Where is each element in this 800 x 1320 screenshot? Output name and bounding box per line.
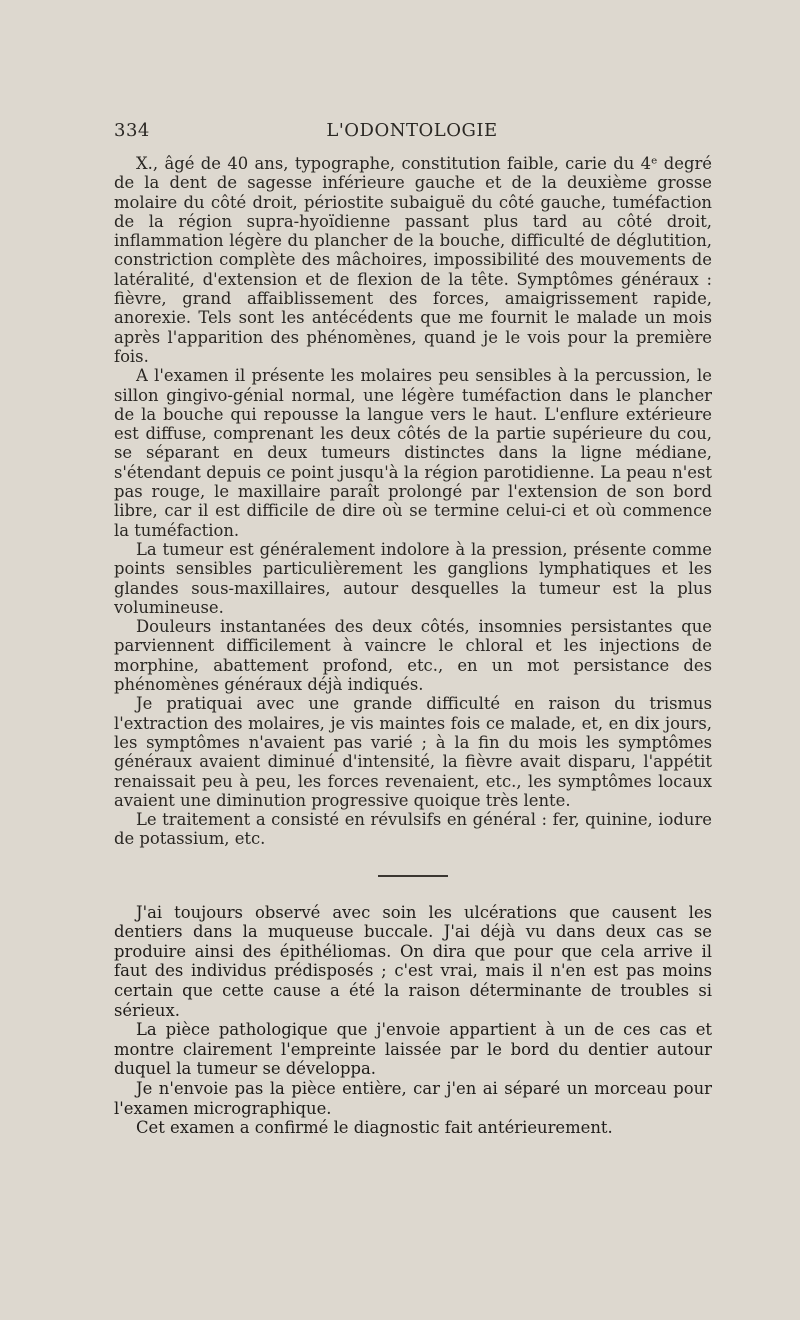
running-title: L'ODONTOLOGIE <box>326 120 498 141</box>
paragraph: Douleurs instantanées des deux côtés, insomnies persistantes que parviennent difficilement à vaincre le chloral et les injections de morphine, abattement profond, etc., en un mot persistance des phénomènes généraux déjà indiqués. <box>114 617 712 695</box>
paragraph: J'ai toujours observé avec soin les ulcérations que causent les dentiers dans la muqueuse buccale. J'ai déjà vu dans deux cas se produire ainsi des épithéliomas. On dira que pour que cela arrive il faut des individus prédisposés ; c'est vrai, mais il n'en est pas moins certain que cette cause a été la raison déterminante de troubles si sérieux. <box>114 902 712 1020</box>
paragraph: A l'examen il présente les molaires peu sensibles à la percussion, le sillon gingivo-génial normal, une légère tuméfaction dans le plancher de la bouche qui repousse la langue vers le haut. L'enflure extérieure est diffuse, comprenant les deux côtés de la partie supérieure du cou, se séparant en deux tumeurs distinctes dans la ligne médiane, s'étendant depuis ce point jusqu'à la région parotidienne. La peau n'est pas rouge, le maxillaire paraît prolongé par l'extension de son bord libre, car il est difficile de dire où se termine celui-ci et où commence la tuméfaction. <box>114 366 712 540</box>
body-text <box>114 154 712 1138</box>
paragraph: Je pratiquai avec une grande difficulté en raison du trismus l'extraction des molaires, je vis maintes fois ce malade, et, en dix jours, les symptômes n'avaient pas varié ; à la fin du mois les symptômes généraux avaient diminué d'intensité, la fièvre avait disparu, l'appétit renaissait peu à peu, les forces revenaient, etc., les symptômes locaux avaient une diminution progressive quoique très lente. <box>114 694 712 810</box>
letter-section <box>114 903 712 1138</box>
paragraph: X., âgé de 40 ans, typographe, constitution faible, carie du 4ᵉ degré de la dent de sagesse inférieure gauche et de la deuxième grosse molaire du côté droit, périostite subaiguë du côté gauche, tuméfaction de la région supra-hyoïdienne passant plus tard au côté droit, inflammation légère du plancher de la bouche, difficulté de déglutition, constriction complète des mâchoires, impossibilité des mouvements de latéralité, d'extension et de flexion de la tête. Symptômes généraux : fièvre, grand affaiblissement des forces, amaigrissement rapide, anorexie. Tels sont les antécédents que me fournit le malade un mois après l'apparition des phénomènes, quand je le vois pour la première fois. <box>114 154 712 366</box>
page-number: 334 <box>114 120 150 141</box>
case-report <box>114 154 712 849</box>
paragraph: Le traitement a consisté en révulsifs en général : fer, quinine, iodure de potassium, etc. <box>114 810 712 849</box>
page-header <box>114 120 710 144</box>
paragraph: La tumeur est généralement indolore à la pression, présente comme points sensibles particulièrement les ganglions lymphatiques et les glandes sous-maxillaires, autour desquelles la tumeur est la plus volumineuse. <box>114 539 712 617</box>
paragraph: La pièce pathologique que j'envoie appartient à un de ces cas et montre clairement l'empreinte laissée par le bord du dentier autour duquel la tumeur se développa. <box>114 1020 712 1079</box>
paragraph: Je n'envoie pas la pièce entière, car j'en ai séparé un morceau pour l'examen micrographique. <box>114 1079 712 1118</box>
section-divider <box>378 875 448 877</box>
paragraph: Cet examen a confirmé le diagnostic fait antérieurement. <box>136 1118 613 1138</box>
